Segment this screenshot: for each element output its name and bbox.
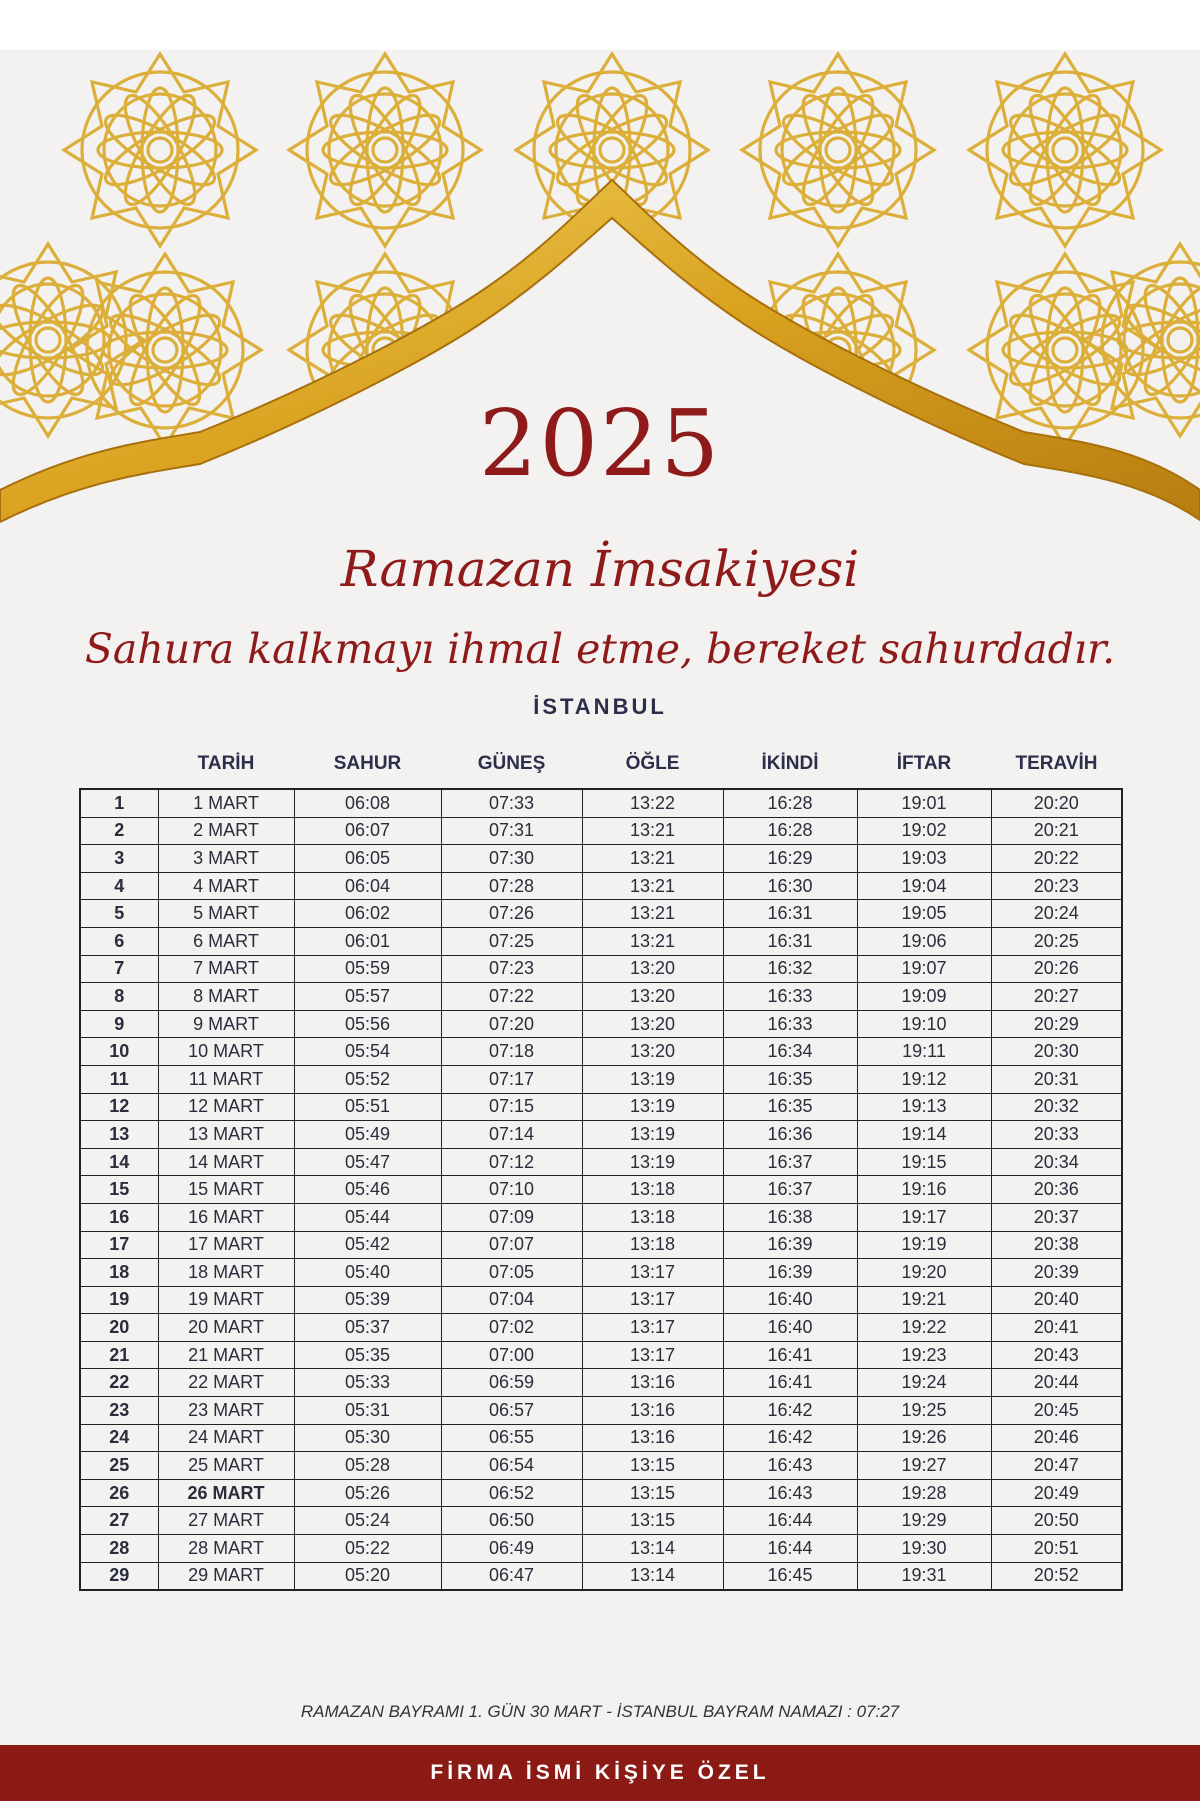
day-number-cell: 21 xyxy=(80,1341,158,1369)
time-cell: 13:20 xyxy=(582,955,723,983)
time-cell: 19:09 xyxy=(857,983,991,1011)
day-number-cell: 23 xyxy=(80,1397,158,1425)
time-cell: 07:09 xyxy=(441,1203,582,1231)
time-cell: 13:17 xyxy=(582,1286,723,1314)
time-cell: 19:20 xyxy=(857,1259,991,1287)
time-cell: 16:29 xyxy=(723,845,857,873)
time-cell: 16:36 xyxy=(723,1121,857,1149)
day-number-cell: 4 xyxy=(80,872,158,900)
day-number-cell: 13 xyxy=(80,1121,158,1149)
time-cell: 19:01 xyxy=(857,789,991,817)
date-cell: 7 MART xyxy=(158,955,294,983)
column-header: TARİH xyxy=(197,753,255,774)
year-heading: 2025 xyxy=(478,390,722,497)
table-row xyxy=(80,900,1122,928)
date-cell: 26 MART xyxy=(158,1479,294,1507)
time-cell: 16:31 xyxy=(723,900,857,928)
time-cell: 07:22 xyxy=(441,983,582,1011)
time-cell: 06:50 xyxy=(441,1507,582,1535)
time-cell: 05:42 xyxy=(294,1231,441,1259)
time-cell: 06:04 xyxy=(294,872,441,900)
time-cell: 16:40 xyxy=(723,1286,857,1314)
time-cell: 05:46 xyxy=(294,1176,441,1204)
table-row xyxy=(80,1010,1122,1038)
time-cell: 20:39 xyxy=(991,1259,1122,1287)
day-number-cell: 14 xyxy=(80,1148,158,1176)
table-row xyxy=(80,1562,1122,1590)
table-row xyxy=(80,983,1122,1011)
time-cell: 05:20 xyxy=(294,1562,441,1590)
column-header: ÖĞLE xyxy=(625,753,680,774)
time-cell: 13:17 xyxy=(582,1259,723,1287)
day-number-cell: 24 xyxy=(80,1424,158,1452)
time-cell: 19:06 xyxy=(857,927,991,955)
time-cell: 20:32 xyxy=(991,1093,1122,1121)
time-cell: 20:51 xyxy=(991,1535,1122,1563)
time-cell: 16:28 xyxy=(723,789,857,817)
time-cell: 07:30 xyxy=(441,845,582,873)
time-cell: 19:05 xyxy=(857,900,991,928)
time-cell: 05:51 xyxy=(294,1093,441,1121)
time-cell: 13:19 xyxy=(582,1148,723,1176)
time-cell: 20:43 xyxy=(991,1341,1122,1369)
time-cell: 19:14 xyxy=(857,1121,991,1149)
time-cell: 16:44 xyxy=(723,1535,857,1563)
time-cell: 06:05 xyxy=(294,845,441,873)
day-number-cell: 15 xyxy=(80,1176,158,1204)
time-cell: 13:22 xyxy=(582,789,723,817)
day-number-cell: 16 xyxy=(80,1203,158,1231)
time-cell: 13:16 xyxy=(582,1369,723,1397)
time-cell: 20:38 xyxy=(991,1231,1122,1259)
time-cell: 06:07 xyxy=(294,817,441,845)
time-cell: 20:29 xyxy=(991,1010,1122,1038)
time-cell: 13:15 xyxy=(582,1507,723,1535)
time-cell: 19:02 xyxy=(857,817,991,845)
time-cell: 13:17 xyxy=(582,1314,723,1342)
time-cell: 07:10 xyxy=(441,1176,582,1204)
date-cell: 27 MART xyxy=(158,1507,294,1535)
table-header-row xyxy=(80,746,1122,789)
date-cell: 18 MART xyxy=(158,1259,294,1287)
date-cell: 28 MART xyxy=(158,1535,294,1563)
time-cell: 13:19 xyxy=(582,1065,723,1093)
time-cell: 05:57 xyxy=(294,983,441,1011)
table-row xyxy=(80,1535,1122,1563)
city-label: İSTANBUL xyxy=(533,694,667,719)
time-cell: 07:15 xyxy=(441,1093,582,1121)
time-cell: 20:24 xyxy=(991,900,1122,928)
time-cell: 16:40 xyxy=(723,1314,857,1342)
date-cell: 19 MART xyxy=(158,1286,294,1314)
table-row xyxy=(80,1397,1122,1425)
time-cell: 07:04 xyxy=(441,1286,582,1314)
time-cell: 07:17 xyxy=(441,1065,582,1093)
time-cell: 05:47 xyxy=(294,1148,441,1176)
date-cell: 16 MART xyxy=(158,1203,294,1231)
date-cell: 9 MART xyxy=(158,1010,294,1038)
time-cell: 05:54 xyxy=(294,1038,441,1066)
time-cell: 13:21 xyxy=(582,872,723,900)
time-cell: 13:19 xyxy=(582,1093,723,1121)
time-cell: 16:39 xyxy=(723,1231,857,1259)
time-cell: 07:00 xyxy=(441,1341,582,1369)
time-cell: 16:39 xyxy=(723,1259,857,1287)
time-cell: 16:33 xyxy=(723,1010,857,1038)
table-row xyxy=(80,955,1122,983)
time-cell: 05:44 xyxy=(294,1203,441,1231)
time-cell: 16:33 xyxy=(723,983,857,1011)
date-cell: 5 MART xyxy=(158,900,294,928)
time-cell: 13:21 xyxy=(582,900,723,928)
time-cell: 06:01 xyxy=(294,927,441,955)
time-cell: 19:28 xyxy=(857,1479,991,1507)
time-cell: 20:25 xyxy=(991,927,1122,955)
footer-banner: FİRMA İSMİ KİŞİYE ÖZEL xyxy=(0,1745,1200,1801)
time-cell: 20:22 xyxy=(991,845,1122,873)
time-cell: 13:21 xyxy=(582,817,723,845)
date-cell: 14 MART xyxy=(158,1148,294,1176)
table-row xyxy=(80,1369,1122,1397)
time-cell: 13:14 xyxy=(582,1562,723,1590)
time-cell: 20:50 xyxy=(991,1507,1122,1535)
time-cell: 05:35 xyxy=(294,1341,441,1369)
day-number-cell: 1 xyxy=(80,789,158,817)
table-row xyxy=(80,1452,1122,1480)
date-cell: 6 MART xyxy=(158,927,294,955)
time-cell: 19:31 xyxy=(857,1562,991,1590)
day-number-cell: 3 xyxy=(80,845,158,873)
time-cell: 20:40 xyxy=(991,1286,1122,1314)
time-cell: 07:25 xyxy=(441,927,582,955)
time-cell: 07:02 xyxy=(441,1314,582,1342)
time-cell: 16:38 xyxy=(723,1203,857,1231)
time-cell: 19:07 xyxy=(857,955,991,983)
time-cell: 20:23 xyxy=(991,872,1122,900)
time-cell: 20:47 xyxy=(991,1452,1122,1480)
date-cell: 10 MART xyxy=(158,1038,294,1066)
day-number-cell: 17 xyxy=(80,1231,158,1259)
table-row xyxy=(80,1203,1122,1231)
time-cell: 13:20 xyxy=(582,1038,723,1066)
time-cell: 13:20 xyxy=(582,983,723,1011)
table-row xyxy=(80,927,1122,955)
time-cell: 06:57 xyxy=(441,1397,582,1425)
time-cell: 20:33 xyxy=(991,1121,1122,1149)
time-cell: 13:19 xyxy=(582,1121,723,1149)
table-row xyxy=(80,1507,1122,1535)
time-cell: 05:26 xyxy=(294,1479,441,1507)
time-cell: 06:49 xyxy=(441,1535,582,1563)
time-cell: 20:36 xyxy=(991,1176,1122,1204)
time-cell: 20:21 xyxy=(991,817,1122,845)
time-cell: 20:26 xyxy=(991,955,1122,983)
time-cell: 19:23 xyxy=(857,1341,991,1369)
time-cell: 20:52 xyxy=(991,1562,1122,1590)
time-cell: 07:05 xyxy=(441,1259,582,1287)
time-cell: 20:45 xyxy=(991,1397,1122,1425)
time-cell: 19:29 xyxy=(857,1507,991,1535)
time-cell: 19:19 xyxy=(857,1231,991,1259)
time-cell: 05:24 xyxy=(294,1507,441,1535)
day-number-cell: 5 xyxy=(80,900,158,928)
day-number-cell: 22 xyxy=(80,1369,158,1397)
table-row xyxy=(80,845,1122,873)
time-cell: 05:56 xyxy=(294,1010,441,1038)
subtitle-quote: Sahura kalkmayı ihmal etme, bereket sahurdadır. xyxy=(84,625,1116,673)
time-cell: 16:35 xyxy=(723,1093,857,1121)
day-number-cell: 6 xyxy=(80,927,158,955)
time-cell: 20:41 xyxy=(991,1314,1122,1342)
table-row xyxy=(80,1093,1122,1121)
prayer-times-table xyxy=(79,746,1123,1591)
time-cell: 16:35 xyxy=(723,1065,857,1093)
time-cell: 05:49 xyxy=(294,1121,441,1149)
time-cell: 06:55 xyxy=(441,1424,582,1452)
time-cell: 19:25 xyxy=(857,1397,991,1425)
time-cell: 19:13 xyxy=(857,1093,991,1121)
bayram-note: RAMAZAN BAYRAMI 1. GÜN 30 MART - İSTANBUL BAYRAM NAMAZI : 07:27 xyxy=(300,1702,900,1721)
time-cell: 16:42 xyxy=(723,1397,857,1425)
time-cell: 07:12 xyxy=(441,1148,582,1176)
date-cell: 2 MART xyxy=(158,817,294,845)
time-cell: 19:03 xyxy=(857,845,991,873)
table-row xyxy=(80,817,1122,845)
date-cell: 21 MART xyxy=(158,1341,294,1369)
time-cell: 16:37 xyxy=(723,1176,857,1204)
time-cell: 13:15 xyxy=(582,1479,723,1507)
time-cell: 16:45 xyxy=(723,1562,857,1590)
table-row xyxy=(80,1286,1122,1314)
time-cell: 13:21 xyxy=(582,845,723,873)
time-cell: 05:31 xyxy=(294,1397,441,1425)
time-cell: 05:30 xyxy=(294,1424,441,1452)
time-cell: 19:26 xyxy=(857,1424,991,1452)
column-header: TERAVİH xyxy=(1015,753,1098,774)
time-cell: 05:39 xyxy=(294,1286,441,1314)
date-cell: 25 MART xyxy=(158,1452,294,1480)
day-number-cell: 25 xyxy=(80,1452,158,1480)
time-cell: 16:41 xyxy=(723,1341,857,1369)
time-cell: 19:16 xyxy=(857,1176,991,1204)
time-cell: 20:27 xyxy=(991,983,1122,1011)
table-body xyxy=(80,789,1122,1590)
time-cell: 19:21 xyxy=(857,1286,991,1314)
table-row xyxy=(80,1121,1122,1149)
page-title: Ramazan İmsakiyesi xyxy=(340,540,860,598)
table-row xyxy=(80,1424,1122,1452)
date-cell: 8 MART xyxy=(158,983,294,1011)
time-cell: 13:20 xyxy=(582,1010,723,1038)
time-cell: 19:22 xyxy=(857,1314,991,1342)
time-cell: 13:17 xyxy=(582,1341,723,1369)
day-number-cell: 19 xyxy=(80,1286,158,1314)
table-row xyxy=(80,1479,1122,1507)
time-cell: 19:27 xyxy=(857,1452,991,1480)
time-cell: 06:59 xyxy=(441,1369,582,1397)
time-cell: 05:52 xyxy=(294,1065,441,1093)
time-cell: 13:18 xyxy=(582,1203,723,1231)
time-cell: 13:16 xyxy=(582,1424,723,1452)
day-number-cell: 12 xyxy=(80,1093,158,1121)
time-cell: 16:44 xyxy=(723,1507,857,1535)
time-cell: 07:18 xyxy=(441,1038,582,1066)
table-row xyxy=(80,1038,1122,1066)
time-cell: 16:41 xyxy=(723,1369,857,1397)
day-number-cell: 26 xyxy=(80,1479,158,1507)
table-row xyxy=(80,1259,1122,1287)
time-cell: 16:43 xyxy=(723,1452,857,1480)
imsakiye-poster xyxy=(0,50,1200,1784)
time-cell: 07:23 xyxy=(441,955,582,983)
day-number-cell: 2 xyxy=(80,817,158,845)
date-cell: 11 MART xyxy=(158,1065,294,1093)
time-cell: 05:40 xyxy=(294,1259,441,1287)
day-number-cell: 8 xyxy=(80,983,158,1011)
date-cell: 12 MART xyxy=(158,1093,294,1121)
table-row xyxy=(80,1148,1122,1176)
time-cell: 19:17 xyxy=(857,1203,991,1231)
time-cell: 20:46 xyxy=(991,1424,1122,1452)
time-cell: 19:11 xyxy=(857,1038,991,1066)
time-cell: 05:59 xyxy=(294,955,441,983)
column-header: İFTAR xyxy=(896,753,952,774)
date-cell: 13 MART xyxy=(158,1121,294,1149)
time-cell: 20:31 xyxy=(991,1065,1122,1093)
time-cell: 13:21 xyxy=(582,927,723,955)
table-row xyxy=(80,789,1122,817)
day-number-cell: 7 xyxy=(80,955,158,983)
table-row xyxy=(80,1176,1122,1204)
date-cell: 3 MART xyxy=(158,845,294,873)
day-number-cell: 18 xyxy=(80,1259,158,1287)
time-cell: 06:02 xyxy=(294,900,441,928)
date-cell: 23 MART xyxy=(158,1397,294,1425)
date-cell: 22 MART xyxy=(158,1369,294,1397)
day-number-cell: 28 xyxy=(80,1535,158,1563)
time-cell: 05:28 xyxy=(294,1452,441,1480)
time-cell: 07:28 xyxy=(441,872,582,900)
time-cell: 20:49 xyxy=(991,1479,1122,1507)
column-header: SAHUR xyxy=(333,753,402,774)
time-cell: 16:42 xyxy=(723,1424,857,1452)
table-row xyxy=(80,1314,1122,1342)
time-cell: 06:54 xyxy=(441,1452,582,1480)
time-cell: 06:08 xyxy=(294,789,441,817)
time-cell: 07:33 xyxy=(441,789,582,817)
time-cell: 19:10 xyxy=(857,1010,991,1038)
time-cell: 13:18 xyxy=(582,1231,723,1259)
gold-ornament-header xyxy=(0,50,1200,610)
time-cell: 19:24 xyxy=(857,1369,991,1397)
time-cell: 19:04 xyxy=(857,872,991,900)
time-cell: 05:33 xyxy=(294,1369,441,1397)
time-cell: 13:15 xyxy=(582,1452,723,1480)
time-cell: 19:15 xyxy=(857,1148,991,1176)
day-number-cell: 20 xyxy=(80,1314,158,1342)
time-cell: 20:44 xyxy=(991,1369,1122,1397)
column-header xyxy=(80,746,158,789)
time-cell: 19:30 xyxy=(857,1535,991,1563)
time-cell: 16:30 xyxy=(723,872,857,900)
table-row xyxy=(80,1341,1122,1369)
table-row xyxy=(80,1065,1122,1093)
time-cell: 07:26 xyxy=(441,900,582,928)
time-cell: 16:43 xyxy=(723,1479,857,1507)
day-number-cell: 9 xyxy=(80,1010,158,1038)
time-cell: 07:07 xyxy=(441,1231,582,1259)
time-cell: 07:31 xyxy=(441,817,582,845)
time-cell: 19:12 xyxy=(857,1065,991,1093)
day-number-cell: 10 xyxy=(80,1038,158,1066)
day-number-cell: 11 xyxy=(80,1065,158,1093)
time-cell: 16:34 xyxy=(723,1038,857,1066)
time-cell: 20:34 xyxy=(991,1148,1122,1176)
column-header: GÜNEŞ xyxy=(477,753,546,774)
time-cell: 07:14 xyxy=(441,1121,582,1149)
time-cell: 16:37 xyxy=(723,1148,857,1176)
time-cell: 20:20 xyxy=(991,789,1122,817)
table-row xyxy=(80,1231,1122,1259)
date-cell: 20 MART xyxy=(158,1314,294,1342)
column-header: İKİNDİ xyxy=(761,753,819,774)
date-cell: 15 MART xyxy=(158,1176,294,1204)
day-number-cell: 29 xyxy=(80,1562,158,1590)
time-cell: 05:37 xyxy=(294,1314,441,1342)
time-cell: 16:32 xyxy=(723,955,857,983)
date-cell: 24 MART xyxy=(158,1424,294,1452)
time-cell: 13:14 xyxy=(582,1535,723,1563)
date-cell: 17 MART xyxy=(158,1231,294,1259)
time-cell: 07:20 xyxy=(441,1010,582,1038)
time-cell: 13:18 xyxy=(582,1176,723,1204)
time-cell: 16:28 xyxy=(723,817,857,845)
time-cell: 13:16 xyxy=(582,1397,723,1425)
date-cell: 1 MART xyxy=(158,789,294,817)
imsakiye-table-wrap xyxy=(79,746,1121,1591)
table-row xyxy=(80,872,1122,900)
date-cell: 29 MART xyxy=(158,1562,294,1590)
time-cell: 06:52 xyxy=(441,1479,582,1507)
time-cell: 06:47 xyxy=(441,1562,582,1590)
time-cell: 05:22 xyxy=(294,1535,441,1563)
time-cell: 20:37 xyxy=(991,1203,1122,1231)
day-number-cell: 27 xyxy=(80,1507,158,1535)
time-cell: 20:30 xyxy=(991,1038,1122,1066)
date-cell: 4 MART xyxy=(158,872,294,900)
time-cell: 16:31 xyxy=(723,927,857,955)
